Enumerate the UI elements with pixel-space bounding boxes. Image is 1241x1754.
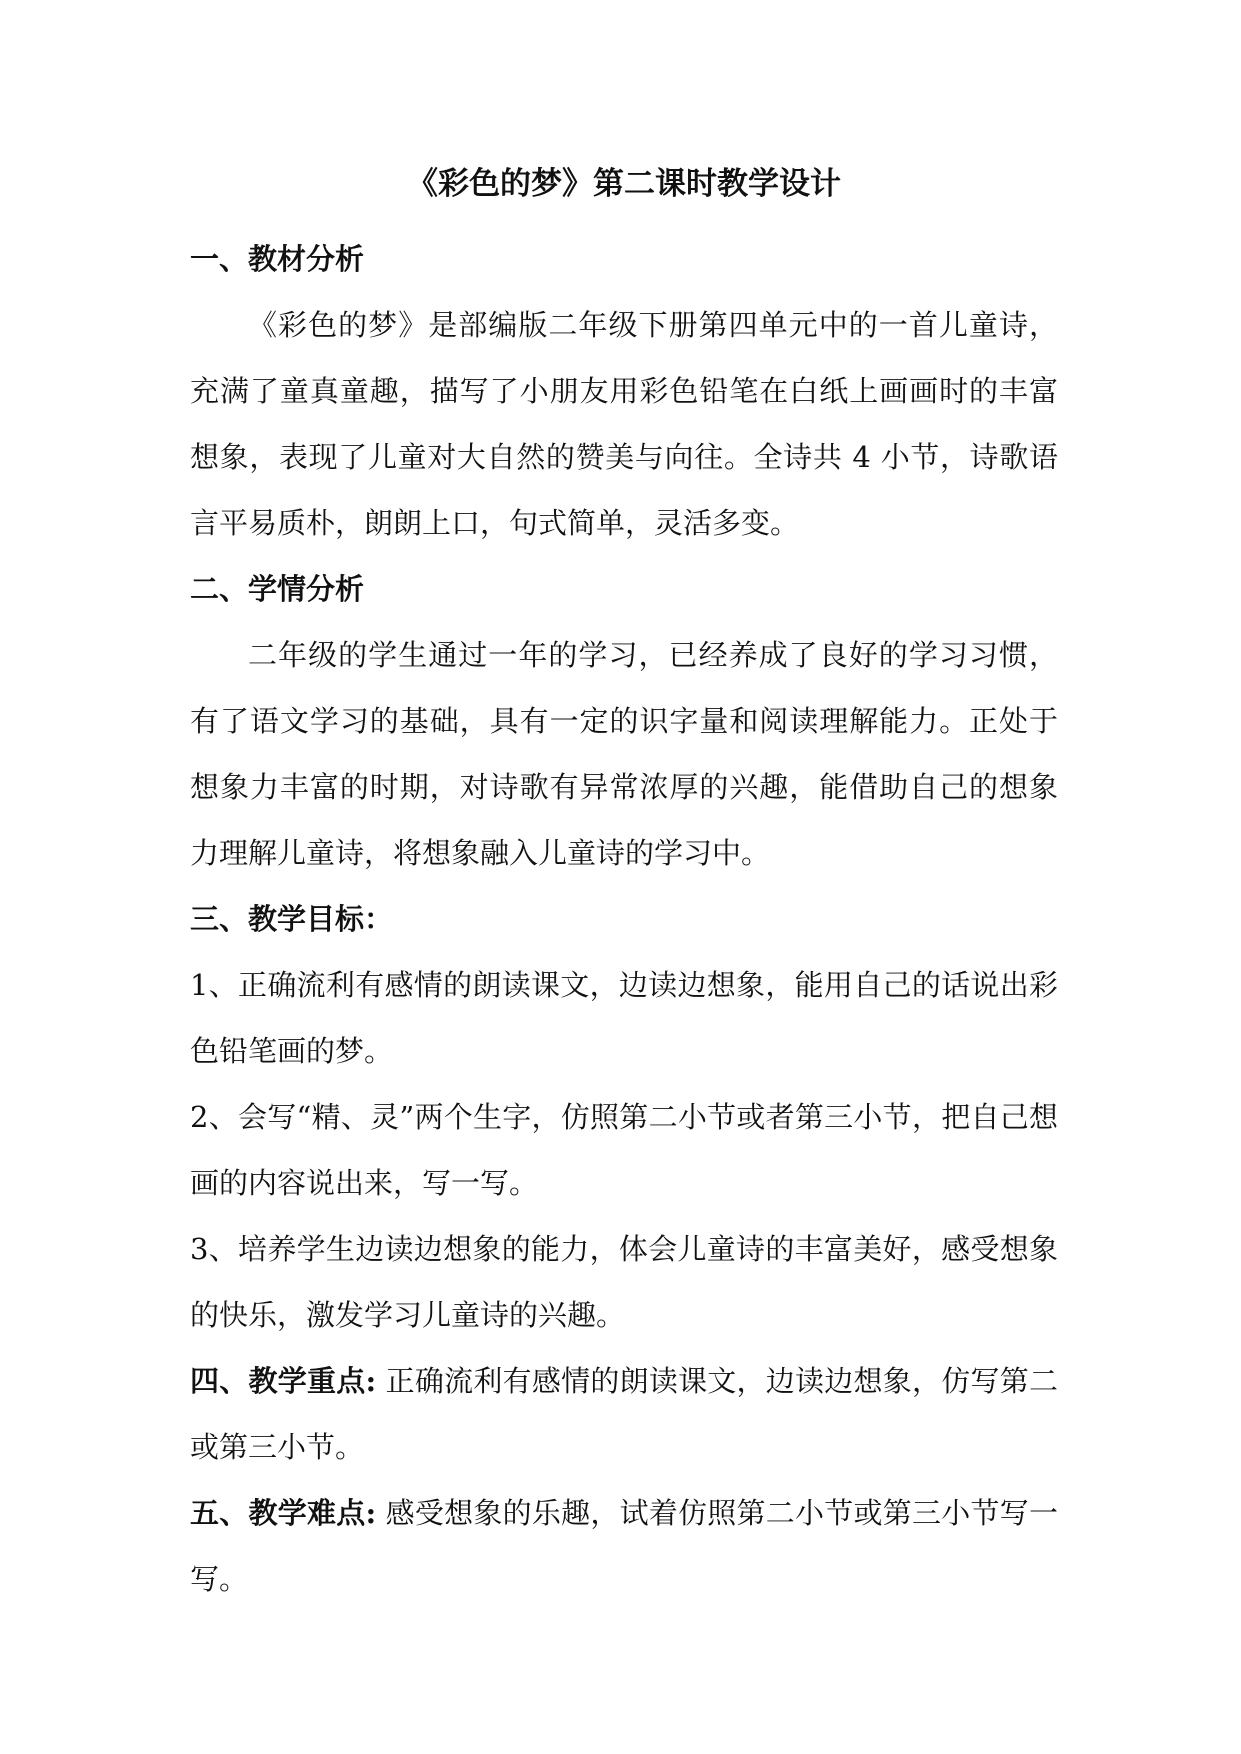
section-body: 《彩色的梦》是部编版二年级下册第四单元中的一首儿童诗，充满了童真童趣，描写了小朋友用彩色铅笔在白纸上画画时的丰富想象，表现了儿童对大自然的赞美与向往。全诗共 4 小节，诗歌语言平易质朴，朗朗上口，句式简单，灵活多变。	[190, 308, 1058, 540]
section-heading: 一、教材分析	[190, 242, 365, 276]
key-points-paragraph	[190, 1348, 1058, 1480]
section-heading: 五、教学难点:	[190, 1496, 377, 1530]
section-difficulties	[190, 1480, 1058, 1612]
section-body: 感受想象的乐趣，试着仿照第二小节或第三小节写一写。	[190, 1496, 1058, 1596]
section-heading: 二、学情分析	[190, 572, 365, 606]
goal-item: 1、正确流利有感情的朗读课文，边读边想象，能用自己的话说出彩色铅笔画的梦。	[190, 968, 1058, 1068]
section-heading: 三、教学目标：	[190, 902, 394, 936]
section-teaching-goals	[190, 886, 1058, 1348]
section-key-points	[190, 1348, 1058, 1480]
difficulties-paragraph	[190, 1480, 1058, 1612]
section-body: 二年级的学生通过一年的学习，已经养成了良好的学习习惯，有了语文学习的基础，具有一定的识字量和阅读理解能力。正处于想象力丰富的时期，对诗歌有异常浓厚的兴趣，能借助自己的想象力理解儿童诗，将想象融入儿童诗的学习中。	[190, 638, 1058, 870]
section-body: 正确流利有感情的朗读课文，边读边想象，仿写第二或第三小节。	[190, 1364, 1058, 1464]
section-learner-analysis	[190, 556, 1058, 886]
goal-item: 3、培养学生边读边想象的能力，体会儿童诗的丰富美好，感受想象的快乐，激发学习儿童诗的兴趣。	[190, 1232, 1058, 1332]
document-title: 《彩色的梦》第二课时教学设计	[407, 166, 841, 202]
goal-item: 2、会写“精、灵”两个生字，仿照第二小节或者第三小节，把自己想画的内容说出来，写一写。	[190, 1100, 1058, 1200]
section-heading: 四、教学重点:	[190, 1364, 377, 1398]
document-content	[190, 160, 1058, 1612]
section-textbook-analysis	[190, 226, 1058, 556]
